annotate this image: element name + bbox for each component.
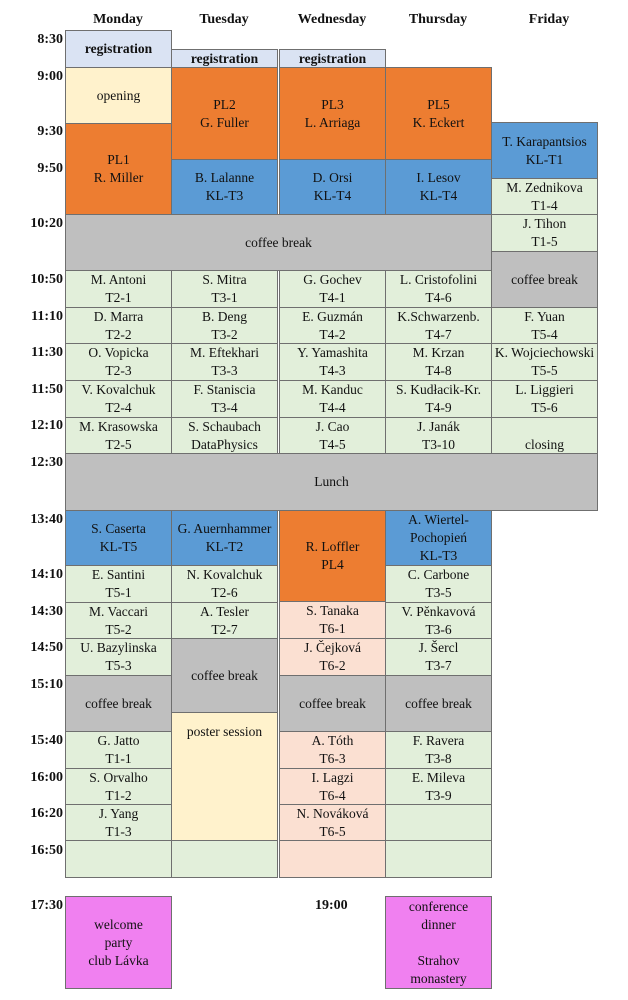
day-header-friday: Friday	[528, 12, 570, 27]
schedule-cell	[65, 840, 172, 878]
cell-line: Pochopień	[410, 530, 467, 545]
time-label: 16:20	[30, 806, 63, 821]
schedule-cell	[279, 675, 386, 732]
cell-line: coffee break	[405, 695, 472, 711]
cell-line: KL-T1	[525, 151, 564, 167]
schedule-cell	[65, 675, 172, 732]
cell-line: T5-4	[531, 326, 558, 342]
cell-line: KL-T4	[313, 188, 352, 203]
cell-line: M. Zednikova	[506, 179, 583, 195]
schedule-cell	[385, 896, 492, 989]
dinner-time-label: 19:00	[315, 898, 348, 913]
schedule-cell	[279, 159, 386, 215]
cell-line: T1-4	[531, 197, 558, 213]
schedule-cell	[279, 768, 386, 805]
time-label: 10:50	[30, 272, 63, 287]
schedule-cell	[385, 380, 492, 418]
schedule-cell	[279, 343, 386, 381]
schedule-cell	[279, 840, 386, 878]
time-label: 14:50	[30, 640, 63, 655]
schedule-cell	[385, 602, 492, 639]
cell-line: T2-3	[105, 363, 132, 378]
schedule-cell	[385, 731, 492, 769]
cell-line: T3-4	[211, 400, 238, 415]
schedule-cell	[279, 49, 386, 68]
cell-line: T2-1	[105, 290, 132, 305]
cell-line: J. Šercl	[418, 640, 459, 655]
schedule-cell	[171, 67, 278, 160]
schedule-cell	[491, 380, 598, 418]
cell-line: S. Orvalho	[89, 769, 148, 785]
cell-line: K. Eckert	[412, 114, 465, 130]
cell-line: T3-8	[425, 751, 452, 766]
schedule-cell	[279, 638, 386, 676]
schedule-cell	[171, 380, 278, 418]
schedule-cell	[65, 67, 172, 124]
schedule-cell	[385, 675, 492, 732]
cell-line: C. Carbone	[407, 567, 470, 582]
cell-line: D. Marra	[93, 308, 144, 324]
schedule-cell	[171, 417, 278, 454]
cell-line: coffee break	[245, 234, 312, 250]
cell-line: R. Loffler	[305, 539, 360, 554]
schedule-cell	[279, 731, 386, 769]
cell-line: T3-10	[422, 436, 455, 452]
schedule-cell	[385, 270, 492, 308]
schedule-cell	[65, 896, 172, 989]
schedule-cell	[65, 417, 172, 454]
cell-line: conference	[408, 898, 469, 914]
schedule-cell	[491, 251, 598, 308]
cell-line: T6-3	[319, 751, 346, 766]
cell-line: party	[104, 934, 133, 950]
cell-line: I. Lagzi	[311, 769, 354, 785]
cell-line: S. Mitra	[202, 272, 247, 287]
cell-line: L. Cristofolini	[399, 272, 478, 287]
cell-line: M. Vaccari	[89, 603, 148, 619]
schedule-cell	[65, 768, 172, 805]
cell-line: T4-8	[425, 363, 452, 378]
cell-line: J. Yang	[98, 805, 139, 821]
schedule-cell	[171, 840, 278, 878]
cell-line: Y. Yamashita	[297, 345, 368, 360]
cell-line: T2-2	[105, 326, 132, 342]
time-label: 12:30	[30, 455, 63, 470]
schedule-cell	[385, 343, 492, 381]
cell-line: M. Krasowska	[79, 418, 158, 434]
cell-line: F. Yuan	[524, 308, 565, 324]
cell-line: V. Pěnkavová	[401, 603, 476, 619]
cell-line: Strahov	[417, 952, 460, 968]
time-label: 14:10	[30, 567, 63, 582]
cell-line: T5-5	[531, 363, 558, 378]
cell-line: KL-T4	[419, 188, 458, 203]
cell-line: T2-4	[105, 400, 132, 415]
cell-line: I. Lesov	[416, 170, 461, 185]
cell-line: F. Ravera	[412, 733, 465, 748]
cell-line: T3-6	[425, 621, 452, 637]
cell-line: registration	[190, 50, 259, 66]
cell-line: T2-5	[105, 436, 132, 452]
cell-line: T3-2	[211, 326, 238, 342]
cell-line	[437, 934, 440, 952]
schedule-cell	[171, 270, 278, 308]
cell-line: KL-T2	[205, 539, 244, 554]
schedule-cell	[65, 804, 172, 841]
cell-line: T3-1	[211, 290, 238, 305]
schedule-cell	[65, 343, 172, 381]
cell-line: PL4	[321, 557, 344, 572]
cell-line: T5-2	[105, 621, 132, 637]
time-label: 16:50	[30, 843, 63, 858]
schedule-cell	[171, 712, 278, 841]
schedule-cell	[171, 510, 278, 566]
schedule-cell	[279, 510, 386, 602]
cell-line: T4-9	[425, 400, 452, 415]
time-label: 15:40	[30, 733, 63, 748]
cell-line: J. Tihon	[522, 216, 567, 231]
cell-line: club Lávka	[88, 952, 149, 968]
day-header-tuesday: Tuesday	[199, 12, 249, 27]
cell-line: poster session	[186, 723, 263, 739]
cell-line: N. Kovalchuk	[186, 567, 263, 582]
schedule-cell	[385, 417, 492, 454]
cell-line: M. Kanduc	[302, 382, 363, 397]
time-label: 11:50	[31, 382, 63, 397]
schedule-cell	[385, 67, 492, 160]
time-label: 8:30	[37, 32, 63, 47]
schedule-cell	[65, 30, 172, 68]
time-label: 9:50	[37, 161, 63, 176]
schedule-cell	[385, 510, 492, 566]
schedule-cell	[65, 123, 172, 215]
cell-line: Lunch	[314, 474, 349, 489]
cell-line: dinner	[421, 916, 456, 932]
day-header-monday: Monday	[93, 12, 143, 27]
cell-line: coffee break	[299, 695, 366, 711]
cell-line: PL5	[427, 96, 450, 112]
cell-line: T1-5	[531, 234, 558, 249]
cell-line: A. Wiertel-	[408, 512, 469, 527]
cell-line: PL1	[107, 152, 130, 167]
schedule-cell	[279, 67, 386, 160]
cell-line: S. Kudłacik-Kr.	[395, 382, 482, 397]
cell-line: G. Jatto	[97, 733, 140, 748]
schedule-cell	[491, 214, 598, 252]
cell-line: A. Tesler	[199, 603, 250, 619]
cell-line: G. Auernhammer	[177, 521, 272, 536]
schedule-cell	[491, 122, 598, 179]
schedule-cell	[65, 214, 492, 271]
schedule-cell	[171, 602, 278, 639]
cell-line: registration	[298, 50, 367, 66]
schedule-cell	[65, 307, 172, 344]
cell-line: opening	[96, 87, 141, 103]
cell-line: T2-7	[211, 621, 238, 637]
schedule-cell	[385, 768, 492, 805]
cell-line: coffee break	[85, 695, 152, 711]
cell-line: monastery	[410, 970, 467, 986]
cell-line: G. Gochev	[303, 272, 362, 287]
schedule-cell	[491, 307, 598, 344]
day-header-wednesday: Wednesday	[297, 12, 367, 27]
cell-line: T3-7	[425, 658, 452, 673]
time-label: 14:30	[30, 604, 63, 619]
cell-line: T3-5	[425, 585, 452, 600]
cell-line: T5-6	[531, 400, 558, 415]
cell-line: A. Tóth	[311, 733, 354, 748]
schedule-cell	[65, 380, 172, 418]
cell-line: T5-3	[105, 658, 132, 673]
cell-line: T4-2	[319, 326, 346, 342]
cell-line: F. Staniscia	[193, 382, 256, 397]
time-label: 9:00	[37, 69, 63, 84]
cell-line: M. Krzan	[412, 345, 465, 360]
cell-line: T1-1	[105, 751, 132, 766]
schedule-cell	[385, 565, 492, 603]
cell-line: M. Antoni	[90, 272, 147, 287]
cell-line: T3-9	[425, 787, 452, 803]
cell-line: U. Bazylinska	[80, 640, 157, 655]
cell-line: DataPhysics	[191, 436, 258, 452]
time-label: 15:10	[30, 677, 63, 692]
cell-line: T6-2	[319, 658, 346, 673]
cell-line: coffee break	[511, 271, 578, 287]
schedule-cell	[279, 601, 386, 639]
schedule-cell	[65, 270, 172, 308]
cell-line: T4-3	[319, 363, 346, 378]
cell-line: S. Caserta	[91, 521, 146, 536]
schedule-cell	[385, 638, 492, 676]
cell-line: PL2	[213, 96, 236, 112]
schedule-cell	[65, 731, 172, 769]
cell-line: welcome	[94, 916, 143, 932]
cell-line	[223, 795, 226, 813]
cell-line: R. Miller	[93, 170, 144, 185]
cell-line: closing	[525, 436, 564, 452]
time-label: 16:00	[30, 770, 63, 785]
cell-line: T1-3	[105, 823, 132, 839]
time-label: 13:40	[30, 512, 63, 527]
schedule-cell	[385, 840, 492, 878]
cell-line: S. Tanaka	[306, 603, 359, 618]
schedule-cell	[65, 638, 172, 676]
cell-line: E. Mileva	[411, 769, 466, 785]
time-label: 12:10	[30, 418, 63, 433]
cell-line: KL-T3	[419, 548, 458, 563]
cell-line: T6-1	[319, 621, 346, 636]
schedule-cell	[65, 510, 172, 566]
cell-line: J. Cao	[315, 418, 350, 434]
cell-line: T4-4	[319, 400, 346, 415]
cell-line: G. Fuller	[200, 114, 249, 130]
cell-line: T. Karapantsios	[502, 133, 587, 149]
cell-line: M. Eftekhari	[190, 345, 259, 360]
schedule-cell	[279, 417, 386, 454]
cell-line: E. Santini	[91, 567, 146, 582]
cell-line: K.Schwarzenb.	[397, 308, 480, 324]
cell-line: PL3	[321, 96, 344, 112]
cell-line: KL-T5	[99, 539, 138, 554]
schedule-cell	[385, 804, 492, 841]
schedule-cell	[171, 638, 278, 713]
schedule-cell	[385, 307, 492, 344]
cell-line	[223, 777, 226, 795]
schedule-cell	[491, 343, 598, 381]
cell-line: registration	[84, 41, 153, 56]
cell-line	[223, 759, 226, 777]
schedule-cell	[279, 380, 386, 418]
schedule-cell	[171, 307, 278, 344]
cell-line: N. Nováková	[296, 805, 369, 821]
cell-line: L. Arriaga	[304, 114, 361, 130]
cell-line: E. Guzmán	[302, 308, 363, 324]
cell-line: S. Schaubach	[188, 418, 261, 434]
time-label: 9:30	[37, 124, 63, 139]
schedule-cell	[65, 602, 172, 639]
cell-line: T3-3	[211, 363, 238, 378]
schedule-cell	[171, 565, 278, 603]
cell-line: T2-6	[211, 585, 238, 600]
cell-line: T1-2	[105, 787, 132, 803]
cell-line	[223, 813, 226, 831]
schedule-cell	[385, 159, 492, 215]
cell-line: O. Vopicka	[88, 345, 149, 360]
cell-line: V. Kovalchuk	[81, 382, 156, 397]
schedule-cell	[491, 417, 598, 454]
schedule-cell	[279, 307, 386, 344]
schedule-cell	[491, 178, 598, 215]
time-label: 17:30	[30, 898, 63, 913]
cell-line: T4-5	[319, 436, 346, 452]
cell-line: T4-1	[319, 290, 346, 305]
cell-line	[223, 741, 226, 759]
cell-line: T6-4	[319, 787, 346, 803]
cell-line: D. Orsi	[312, 170, 353, 185]
cell-line: T6-5	[319, 823, 346, 839]
time-label: 11:30	[31, 345, 63, 360]
cell-line: K. Wojciechowski	[494, 345, 595, 360]
cell-line: KL-T3	[205, 188, 244, 203]
cell-line: B. Lalanne	[194, 170, 255, 185]
cell-line: L. Liggieri	[515, 382, 574, 397]
cell-line: T4-7	[425, 326, 452, 342]
cell-line: T5-1	[105, 585, 132, 600]
time-label: 10:20	[30, 216, 63, 231]
schedule-cell	[65, 565, 172, 603]
schedule-cell	[65, 453, 598, 511]
day-header-thursday: Thursday	[408, 12, 468, 27]
cell-line: J. Janák	[417, 418, 460, 434]
schedule-cell	[171, 159, 278, 215]
cell-line: T4-6	[425, 290, 452, 305]
schedule-cell	[279, 804, 386, 841]
schedule-cell	[279, 270, 386, 308]
schedule-cell	[171, 343, 278, 381]
cell-line: J. Čejková	[304, 640, 361, 655]
cell-line: coffee break	[191, 667, 258, 683]
time-label: 11:10	[31, 309, 63, 324]
schedule-cell	[171, 49, 278, 68]
cell-line	[543, 418, 546, 436]
cell-line: B. Deng	[202, 308, 247, 324]
